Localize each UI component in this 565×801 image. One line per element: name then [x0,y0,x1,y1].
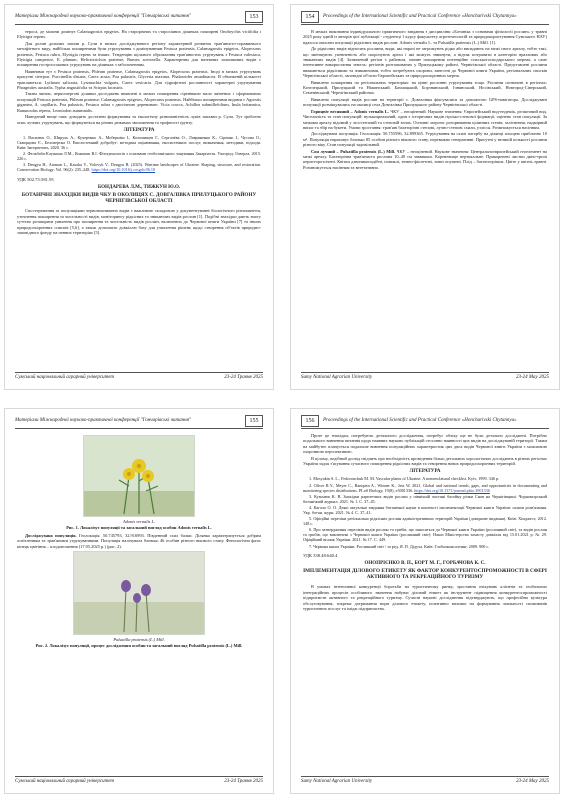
article-title: БОТАНІЧНІ ЗНАХІДКИ ВИДІВ ЧКУ В ОКОЛИЦЯХ С. ДОВГАЛІВКА ПРИЛУЦЬКОГО РАЙОНУ ЧЕРНІГІВСЬКОЇ ОБЛАСТІ [21,191,257,204]
population-text: Геолокація: 50.745793, 32.916993. Південний схил балки. Ділянка характеризується добрим освітленням та трав'яними угрупуваннями. Популяція налічувала близько 46 особин різного вікового стану. Фенологічна фаза: кінець цвітіння – плодоношення (17.05.2025 р.) (рис. 2). [17,533,261,549]
paragraph: Для долин дольних заплав р. Сули в межах досліджуваного регіону характерний розвиток трав'янисто-справжнього мезофітного виду, найбільш поширеними були угрупування з домінуванням Festuca pratensis, Calamagrostis epigeios, Alopecurus pratensis, Festuca rubra, Elytrigia repens та інших. Тенденцію щільного оброжаєння трав'янистих угрупувань з Festuca valesiaca, Elytrigia campestre, E. planum, Helictotrichon pratense, Rumex acetosella. Характерним для наземних залишкових видів є поширення гостроосокових угрупувань на ділянках з заболоченням. [17,40,261,68]
page-header [15,415,263,429]
page-footer [301,372,549,383]
doi-link[interactable]: https://doi.org/10.1016/j.cosgsb.96.10 [91,167,156,173]
plant-photo-illustration [84,436,194,516]
footer-date: 23-24 Травня 2025 [224,375,263,380]
page-153 [4,4,274,390]
population-paragraph [17,533,261,549]
footer-university: Сумський національний аграрний університет [15,375,114,380]
page-footer [15,372,263,383]
paragraph: До рідкісних видів відносять рослини, види, які наразі не загрожують рідко або випадають на межі свого ареалу, тобто такі, що зменшують упевненість або скорочують ареал і які можуть зникнути, а відтак потрапити в категорію вразливих або зникаючих видів [4]. Зазначений регіон є районом, значне поширення потенційне сільськогосподарського мережі, а саме інтенсивне використання земель: регіонів розташованих у Прилуцькому районі, Чернігівської області. Представлені рослини вважаються рідкісними та зникаючими, тобто потребують охорони, занесені до Червоної книги України, регіональних списків Чернігівської області, заповідні об'єкти Європейських та природоохоронних мереж. [303,46,547,79]
reference-item: 1. Mosyakin S. L., Fedoronchuk M. M. Vascular plants of Ukraine. A nomenclatural checklist. Kyiv, 1999. 346 p. [309,476,500,482]
species-name: Сон лучний – Pulsatilla pratensis (L.) Mill. [311,148,396,154]
references-heading: ЛІТЕРАТУРА [123,127,155,133]
species-name: Горицвіт весняний – Adonis vernalis L. [311,108,389,114]
figure-caption: Рис. 1. Локалізує популяції та загальний вигляд особин Adonis vernalis L. [66,525,212,530]
paragraph: Проте це знахідки, потребують детального дослідження, потребує обліку ще не були детально досліджені. Потрібно подальшого вивчення питання щодо наявних науково публікацій стосовно наявності цих видів на досліджуваній території. Таким на майбутнє планується подальше вивчення популяційних характеристик цих двох видів Червоної книги України з можливою охоронною перспективою. [303,433,547,455]
doi-link[interactable]: https://doi.org/10.1371/journal.pbio.3001336 [414,487,490,493]
references-heading: ЛІТЕРАТУРА [409,469,441,475]
photo-pulsatilla-pratensis [73,551,205,635]
page-156 [290,408,560,794]
reference-text: 2. Oliver R.Y., Meyer C., Ranipeta A., Winner K., Jetz W. 2021. Global and national trends, gaps, and opportunities in documenting and monitoring species distributions. PLoS Biology, 19(8), e3001336. [303,482,547,493]
header-title: Матеріали Міжнародної науково-практичної конференції "Гончарівські читання" [15,14,192,19]
article-authors: ОНОПРІЄНКО В. П., БОРТ М. Г., ГОРБАЧОВА К. С. [364,560,486,566]
udc-code: УДК 502.75:581.95 [17,176,54,182]
paragraph: Наведений вище опис доводить достатню формування та екологічну різноманітність луків заплави р. Сули. Тут зроблено опис лучних угрупувань, що формуються на різних режимах зволоження та трофності ґрунту. [17,114,261,125]
species-paragraph [303,109,547,131]
species-description: ЧКУ – неоцінений. Наукове значення: Європейський вид-ендемік, реліктовий вид. Чисельність та стан популяцій: вузькоареальний, один з історичних видів гірсько-степової формації, оцінено стан популяції. За межами ареалу відомий у лісостеповій та степовій зонах. Основні загрози: розорювання цілинних степів, заліснення, надмірний випас та збір на букети. Умови зростання: трав'яні багаторічні степові, лучно-степові схили, узлісся. Розмножується насінням. [303,108,547,130]
page-body [17,433,261,773]
header-title: Матеріали Міжнародної науково-практичної конференції "Гончарівські читання" [15,418,192,423]
figure-caption: Рис. 2. Локалізує популяції, процес дослідження особин та загальний вигляд Pulsatilla pratensis (L.) Mill. [35,643,243,649]
page-number: 156 [301,415,319,427]
header-title: Proceedings of the International Scientific and Practical Conference «Honcharivski Chytannya» [323,418,517,423]
page-155 [4,408,274,794]
paragraph: Виявлено популяції видів рослин на території с. Довгалівка фіксувалися за допомогою GPS-навігатора. Досліджувані популяції розміщувались на околиці села Довгалівка Прилуцького району Чернігівської області. [303,96,547,108]
article-title: ІМПЛЕМЕНТАЦІЯ ДІЛОВОГО ЕТИКЕТУ ЯК ФАКТОР КОНКУРЕНТОСПРОМОЖНОСТІ В СФЕРІ АКТИВНОГО ТА РЕКРЕАЦІЙНОГО ТУРИЗМУ [303,567,547,581]
paragraph: Спостереження за популяціями червонокнижних видів є важливою складовою у документуванні біологічного різноманіття, уточнення поширення та чисельності видів, моніторингу рідкісних та зникаючих видів рослин [1]. Подібні знахідки дають змогу суттєво розширити уявлення про поширення та чисельність видів рослин, включених до Червоної книги України [7] та інших природоохоронних списків [5,6], а також допомагає довкіллю базу для ухвалення рішень щодо створення об'єктів природно-заповідного фонду на певних територіях [5]. [17,208,261,235]
reference-item: 6. Про затвердження переліків видів рослин та грибів, що заносяться до Червоної книги України (рослинний світ), та видів рослин та грибів, що виключені з Червоної книги України (рослинний світ): Наказ Міністерства захисту довкілля від 15.01.2021 р. № 29. Офіційний вісник України. 2021. № 17. С. 449. [303,527,547,543]
paragraph: В умовах інтенсивної конкуренції боротьби на туристичному ринку, зростання очікувань клієнтів та глобальних інтеграційних процесів особливого значення набуває діловий етикет як інструмент підвищення конкурентоспроможності підприємств активного та рекреаційного туризму. Сучасні наукові дослідження підтверджують, що професійна культура обслуговування, зокрема дотримання норм ділового етикету, позитивно впливає на формування лояльності споживачів туристичних послуг та імідж підприємства. [303,584,547,612]
plant-photo-illustration [74,552,204,634]
article-authors: БОНДАРЕВА Л.М., ТИЖКУН Ю.О. [97,184,181,190]
reference-text: 3. Dengyu H., Ataman L., Kasaka V., Volovyk V., Dengyu B. (2025). Wartime landscapes of Ukraine: Shaping, structure, and restoration. Conservation Biology. Vol. 96(2): 235–248. [17,162,261,173]
page-header [301,11,549,25]
reference-item: 4. Кагало О. О. Деякі актуальні завдання ботанічної науки в контексті імплементації Червоної книги України: шляхи розв'язання. Укр. ботан. журн. 2021. № 4. С. 37–41. [303,504,547,515]
footer-university: Sumy National Agrarian University [301,779,373,784]
page-154 [290,4,560,390]
reference-item: 3. Кузьмюк К. В. Знахідки раритетних видів рослин у північній частині басейну річки Снов на Чернігівщині. Чорноморський ботанічний журнал. 2021. № 1. С. 37–45. [303,493,547,504]
reference-item: 2. Фельбаба-Клушина Л.М., Кожмаш В.І. Фітоценологія з основами геоботанічного зонування Закарпаття. Ужгород: Говерла, 2015. 226 с. [17,151,261,162]
paragraph: В межах виконання індивідуального практичного завдання з дисципліни «Ботаніка з основами фізіології рослин» у травні 2025 року одній із авторів цієї публікації - студентці 1 курсу факультету агротехнологій та природокористування Сумського НАУ) вдалося описати популяції рідкісних видів рослин: Adonis vernalis L. та Pulsatilla pratensis (L.) Mill. [1]. [303,29,547,45]
paragraph: Досліджувана популяція. Геолокація: 50.755596, 32.899365. Угрупування на схилі пагорбу на ділянці площею приблизно 10 м². Популяція нараховує близько 85 особин різного вікового стану, переважно генеративні. Присутні у великій кількості рослини різного віку. Стан популяції задовільний. [303,131,547,148]
page-footer [301,776,549,787]
page-number: 155 [245,415,263,427]
reference-item [303,483,547,493]
footer-university: Сумський національний аграрний університет [15,779,114,784]
page-number: 153 [245,11,263,23]
reference-item: 1. Василюк О., Шируль А., Кучеренко А., Моберніко І., Коломищев Г., Сергачёва О., Лавриненко К., Сіренко І., Чусова О., Скворцова Є., Безсмертна О. Екосистемний добробут: методика оцінювання, екосистемних послуг, визначення, методики, підходи. Київ: Інтерпечать, 2020. 36 с. [17,134,261,151]
page-header [15,11,263,25]
photo-adonis-vernalis [83,435,195,517]
footer-date: 23-24 May 2025 [515,375,549,380]
reference-item [17,162,261,172]
population-lead: Досліджувана популяція. [25,533,77,538]
footer-university: Sumy National Agrarian University [301,375,373,380]
page-body [303,433,547,773]
footer-date: 23-24 Травня 2025 [224,779,263,784]
page-body [17,29,261,369]
page-footer [15,776,263,787]
species-paragraph [303,149,547,171]
reference-item: 7. Червона книга України. Рослинний світ / за ред. Я. П. Дідуха. Київ: Глобалконсалтинг, 2009. 900 с. [309,543,490,549]
paragraph: тероса, де мілини домінує Calamagrostis epigeios. На старорічних та старосіяних ділянках поширені Onobrychis viciifolia і Elytrigia repens. [17,29,261,40]
paragraph: Виявлено поширення по регіональних територіях: на цінні рослинні угрупування тощо. Рослини позначені в регіонах: Козелецький, Прилуцький та Ніжинський. Бахмацький, Борзнянський, Ічнянський, Носівський, Новгород-Сіверський, Семенівський, Чернігівський районах. [303,79,547,96]
paragraph: Наявними тут є Festuca pratensis, Phleum pratense, Calamagrostis epigeios, Alopecurus pratensis. Іноді в межах угрупувань присутні сінтроп. Puccinellia distans, Carex acuta, Poa palustris, Glyceria maxima, Phalaroides arundinacea. В обмеженій кількості трапляються: Lythrum salicaria, Lysimachia vulgaris, Carex vesicaria. Для гідрофітної рослинності характерні угрупування Phragmites australis, Typha angustifolia та Scirpus lacustris. [17,68,261,91]
figure-species-label: Pulsatilla pratensis (L.) Mill. [113,637,165,643]
footer-date: 23-24 May 2025 [515,779,549,784]
figure-species-label: Adonis vernalis L. [122,519,156,524]
page-body [303,29,547,369]
reference-item: 5. Офіційні переліки регіонально рідкісних рослин адміністративних територій України (довідкове видання). Київ: Хімджест, 2012. 148 с. [303,516,547,527]
udc-code: УДК 338.48:640.4 [303,552,338,558]
header-title: Proceedings of the International Scientific and Practical Conference «Honcharivski Chytannya» [323,14,517,19]
species-description: ЧКУ – неоцінений. Наукове значення: Центральноєвропейський геоелемент на межі ареалу. Багаторічна трав'яниста рослина 10–40 см заввишки. Кореневище вертикальне. Прикореневі листки двічі-тричі перисторозсічені. Квітки дзвоникоподібні, пониклі, темно-фіолетові, зовні опушені. Плід – багатогорішок. Цвіте у квітні–травні. Розмножується насінням та вегетативно. [303,148,547,170]
paragraph: Таким чином, першочергові ділянки досліджень виявлені в межах поширення сіренівкою мало змінених і сформованих популяцій Festuca pratensis, Phleum pratense, Calamagrostis epigeios, Alopecurus pratensis. Найбільш поширеними видами є Agrostis gigantea, A. capillaris, Poa palustris, Festuca rubra з двосічною деревиною. Vicia cracca, Achillea submillefolium, Inula britannica, Ranunculus repens, Leontodon autumnalis. [17,91,261,113]
paragraph: В цілому, подібний досвід свідчить про необхідність проведення більш детальних хорологічних досліджень в різних регіонах України задля з'ясування сучасного поширення рідкісних видів та створення нових природоохоронних територій. [303,455,547,467]
page-header [301,415,549,429]
page-number: 154 [301,11,319,23]
